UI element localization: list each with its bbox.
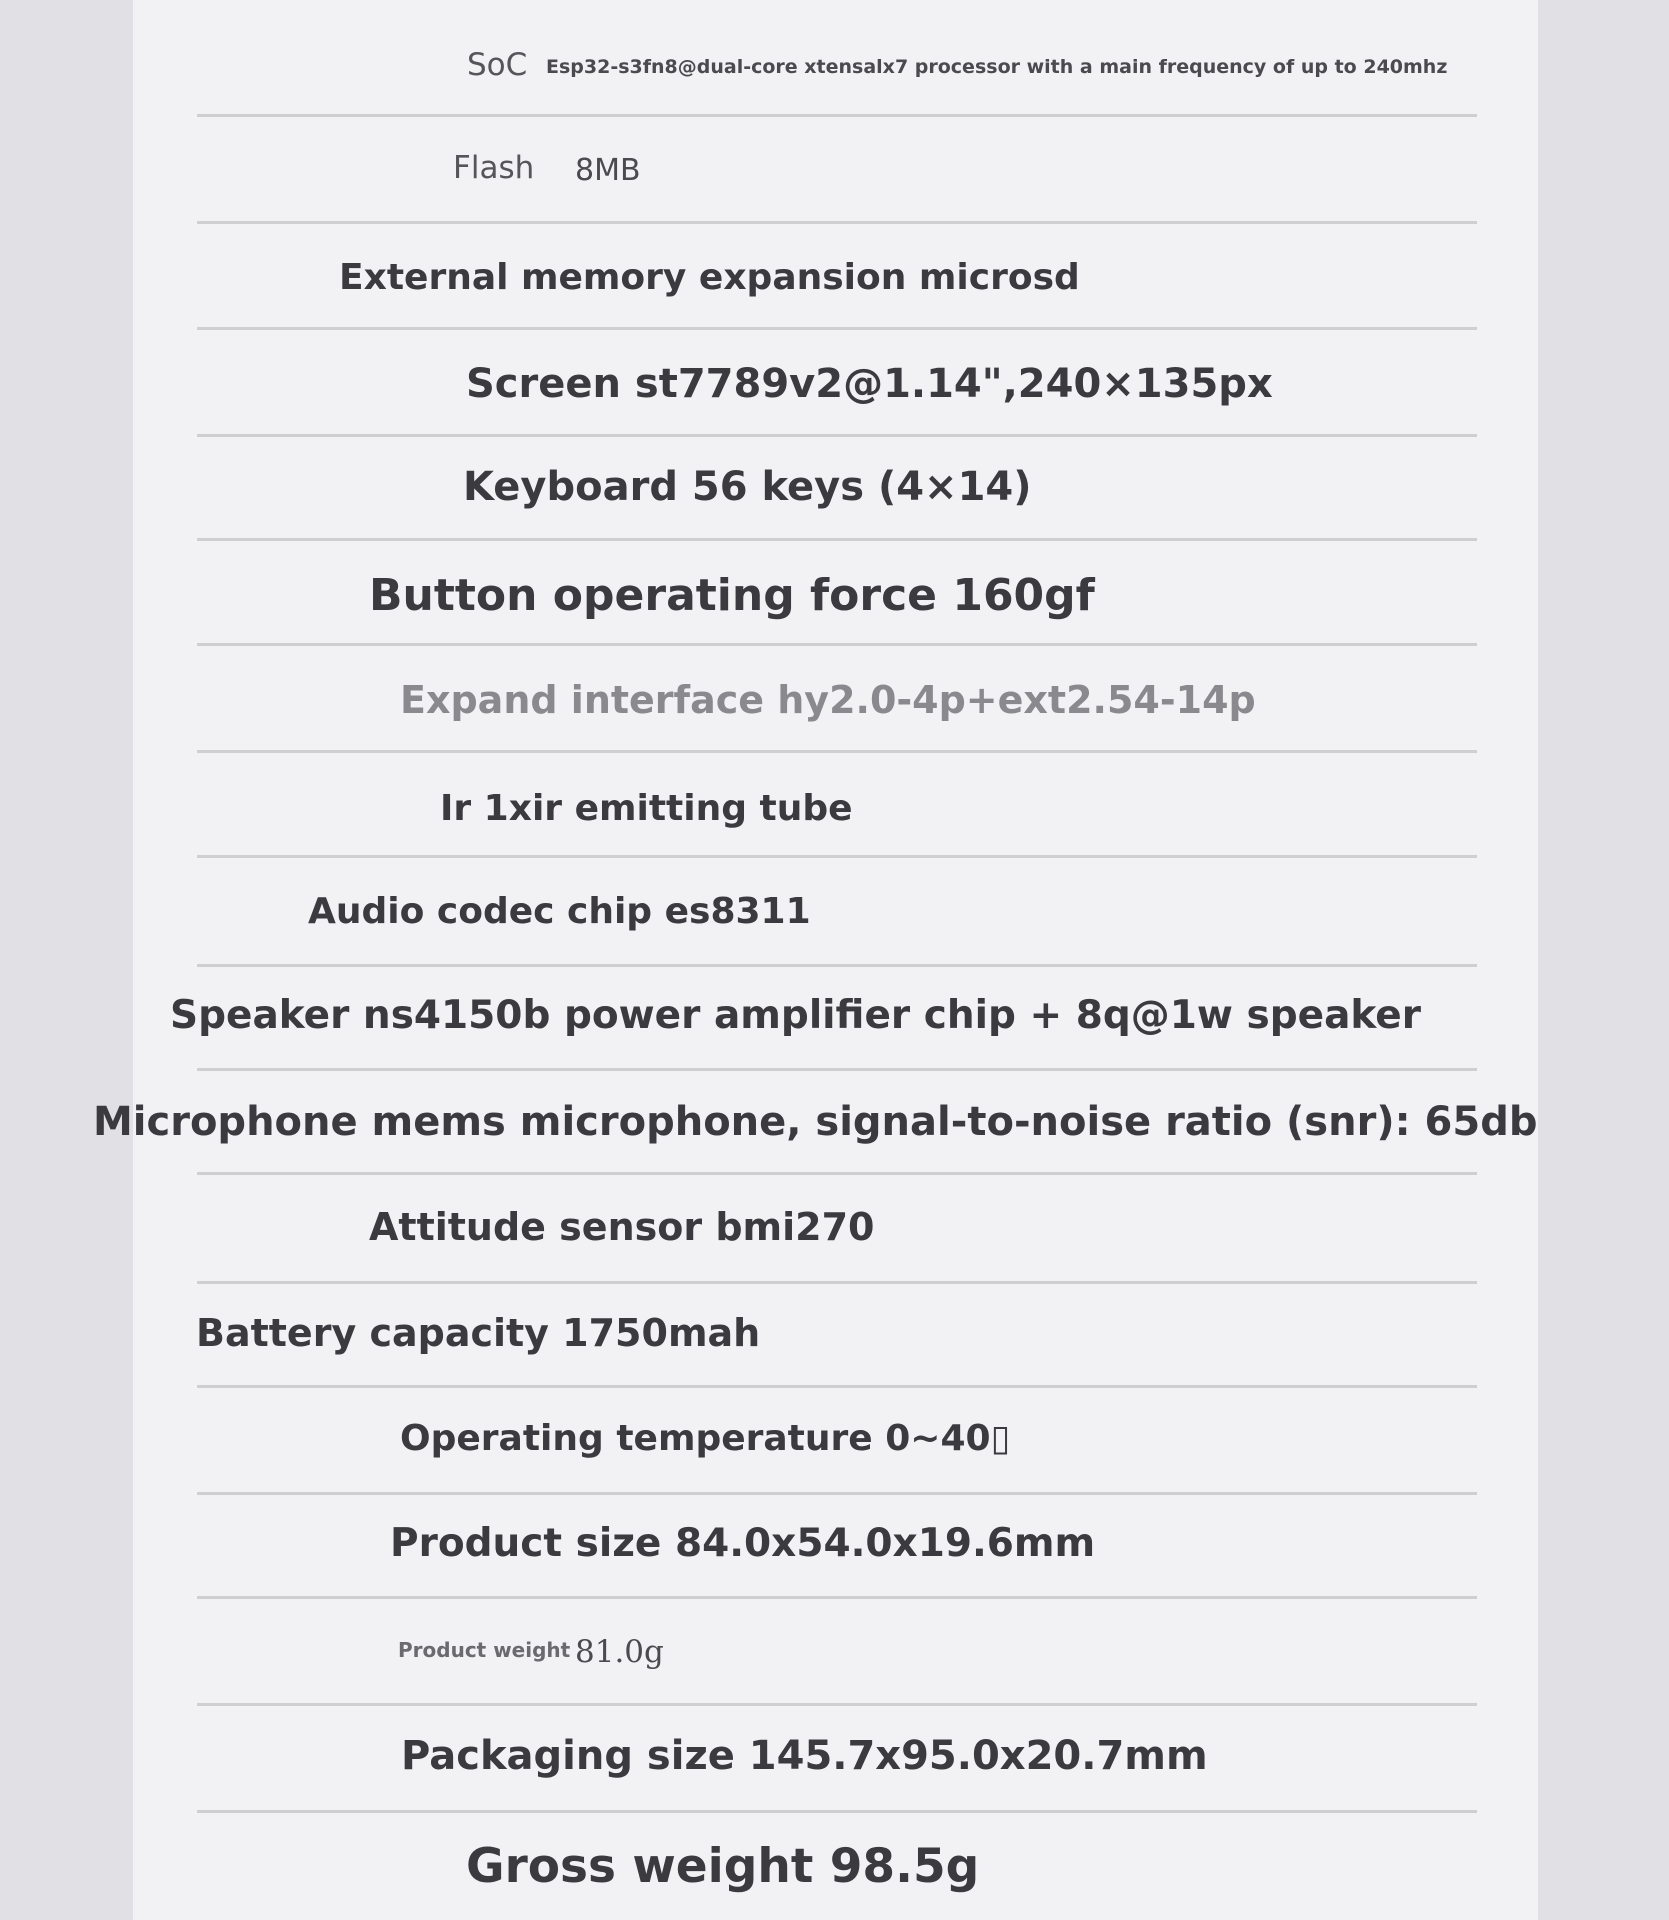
row-divider	[197, 434, 1477, 437]
row-divider	[197, 327, 1477, 330]
spec-ir: Ir 1xir emitting tube	[440, 788, 853, 829]
row-divider	[197, 538, 1477, 541]
spec-flash-label: Flash	[453, 150, 535, 186]
row-divider	[197, 221, 1477, 224]
spec-battery: Battery capacity 1750mah	[196, 1311, 761, 1355]
spec-flash-value: 8MB	[575, 153, 641, 188]
row-divider	[197, 1810, 1477, 1813]
row-divider	[197, 643, 1477, 646]
row-divider	[197, 1281, 1477, 1284]
spec-product-weight-label: Product weight	[398, 1638, 571, 1662]
spec-soc-value: Esp32-s3fn8@dual-core xtensalx7 processor with a main frequency of up to 240mhz	[546, 56, 1448, 78]
spec-product-size: Product size 84.0x54.0x19.6mm	[390, 1521, 1096, 1566]
row-divider	[197, 1492, 1477, 1495]
row-divider	[197, 750, 1477, 753]
row-divider	[197, 1068, 1477, 1071]
spec-button-force: Button operating force 160gf	[369, 570, 1095, 621]
spec-soc-label: SoC	[467, 47, 528, 83]
spec-packaging-size: Packaging size 145.7x95.0x20.7mm	[401, 1733, 1208, 1779]
spec-keyboard: Keyboard 56 keys (4×14)	[463, 464, 1032, 510]
row-divider	[197, 1703, 1477, 1706]
spec-attitude-sensor: Attitude sensor bmi270	[369, 1205, 875, 1249]
spec-audio-codec: Audio codec chip es8311	[308, 891, 811, 932]
row-divider	[197, 964, 1477, 967]
spec-gross-weight: Gross weight 98.5g	[466, 1839, 980, 1894]
row-divider	[197, 1596, 1477, 1599]
spec-external-memory: External memory expansion microsd	[339, 257, 1080, 298]
spec-operating-temperature: Operating temperature 0~40▯	[400, 1418, 1011, 1459]
spec-screen: Screen st7789v2@1.14",240×135px	[466, 361, 1273, 407]
row-divider	[197, 1172, 1477, 1175]
spec-microphone: Microphone mems microphone, signal-to-noise ratio (snr): 65db	[93, 1099, 1538, 1145]
spec-product-weight-value: 81.0g	[575, 1634, 664, 1670]
row-divider	[197, 114, 1477, 117]
row-divider	[197, 855, 1477, 858]
spec-speaker: Speaker ns4150b power amplifier chip + 8q@1w speaker	[170, 993, 1421, 1038]
spec-expand-interface: Expand interface hy2.0-4p+ext2.54-14p	[400, 678, 1256, 722]
row-divider	[197, 1385, 1477, 1388]
